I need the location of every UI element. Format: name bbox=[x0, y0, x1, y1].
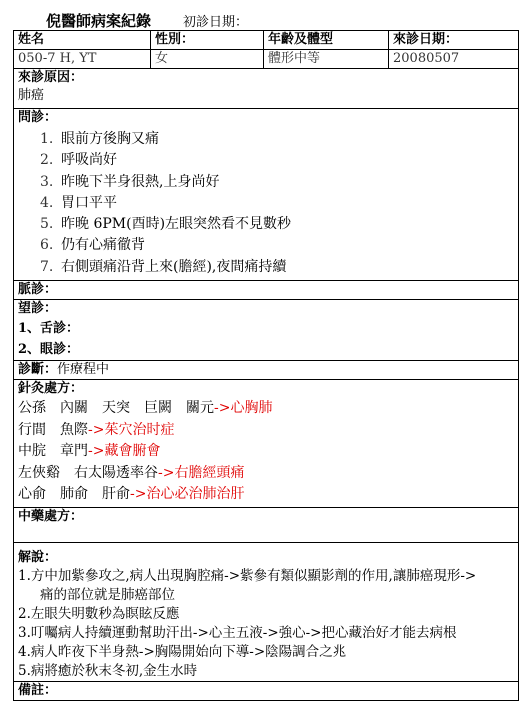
visit-date-header: 來診日期： bbox=[389, 31, 519, 50]
notes-section bbox=[14, 682, 519, 701]
look-label: 望診： bbox=[18, 301, 58, 317]
pulse-section bbox=[14, 281, 519, 300]
first-visit-label: 初診日期： bbox=[183, 15, 249, 30]
list-item: 6. 仍有心痛徹背 bbox=[40, 237, 145, 254]
list-item: 7. 右側頭痛沿背上來(膽經),夜間痛持續 bbox=[40, 258, 287, 275]
patient-gender: 女 bbox=[151, 50, 264, 69]
pulse-label: 脈診： bbox=[18, 282, 58, 298]
explanation-section bbox=[14, 543, 519, 682]
inquiry-list bbox=[40, 129, 514, 278]
document-title: 倪醫師病案紀錄 bbox=[46, 12, 152, 30]
reason-text: 肺癌 bbox=[18, 88, 45, 103]
list-item: 2. 呼吸尚好 bbox=[40, 152, 117, 169]
list-item: 1. 眼前方後胸又痛 bbox=[40, 131, 159, 147]
reason-section bbox=[14, 69, 519, 109]
acupuncture-row: 公孫 內關 天突 巨闕 關元->心胸肺 bbox=[18, 400, 273, 417]
tongue-diagnosis-label: 1、舌診： bbox=[18, 321, 80, 337]
diagnosis-label: 診斷： bbox=[18, 362, 58, 378]
inquiry-section bbox=[14, 109, 519, 281]
reason-label: 來診原因： bbox=[18, 70, 84, 85]
herbal-label: 中藥處方： bbox=[18, 509, 84, 525]
name-header: 姓名 bbox=[14, 31, 151, 50]
acupuncture-row: 行間 魚際->茱穴治时症 bbox=[18, 421, 175, 438]
herbal-section bbox=[14, 508, 519, 543]
look-section bbox=[14, 300, 519, 361]
acupuncture-row: 心俞 肺俞 肝俞->治心必治肺治肝 bbox=[18, 486, 245, 503]
explanation-line: 2.左眼失明數秒為瞑眩反應 bbox=[18, 606, 180, 623]
age-body-header: 年齡及體型 bbox=[264, 31, 389, 50]
patient-body-type: 體形中等 bbox=[264, 50, 389, 69]
explanation-label: 解說： bbox=[18, 550, 58, 566]
explanation-line: 5.病將癒於秋末冬初,金生水時 bbox=[18, 663, 198, 680]
gender-header: 性別： bbox=[151, 31, 264, 50]
diagnosis-text: 作療程中 bbox=[57, 362, 110, 378]
explanation-line: 3.叮囑病人持續運動幫助汗出->心主五液->強心->把心藏治好才能去病根 bbox=[18, 625, 457, 642]
inquiry-label: 問診： bbox=[18, 110, 58, 125]
acupuncture-label: 針灸處方： bbox=[18, 381, 84, 397]
eye-diagnosis-label: 2、眼診： bbox=[18, 342, 80, 358]
acupuncture-section bbox=[14, 380, 519, 508]
acupuncture-row: 左俠谿 右太陽透率谷->右膽經頭痛 bbox=[18, 464, 245, 481]
explanation-line: 1.方中加紫參攻之,病人出現胸腔痛->紫參有類似顯影劑的作用,讓肺癌現形-> bbox=[18, 568, 477, 585]
list-item: 4. 胃口平平 bbox=[40, 194, 117, 211]
list-item: 3. 昨晚下半身很熱,上身尚好 bbox=[40, 173, 220, 190]
list-item: 5. 昨晚 6PM(酉時)左眼突然看不見數秒 bbox=[40, 216, 292, 233]
diagnosis-section bbox=[14, 361, 519, 380]
explanation-line: 痛的部位就是肺癌部位 bbox=[40, 587, 175, 604]
explanation-line: 4.病人昨夜下半身熱->胸陽開始向下導->陰陽調合之兆 bbox=[18, 644, 347, 661]
document-header bbox=[0, 8, 531, 30]
patient-name: 050-7 H, YT bbox=[14, 50, 151, 69]
acupuncture-row: 中脘 章門->藏會腑會 bbox=[18, 443, 161, 460]
notes-label: 備註： bbox=[18, 683, 58, 699]
visit-date: 20080507 bbox=[389, 50, 519, 69]
record-table bbox=[13, 30, 519, 701]
